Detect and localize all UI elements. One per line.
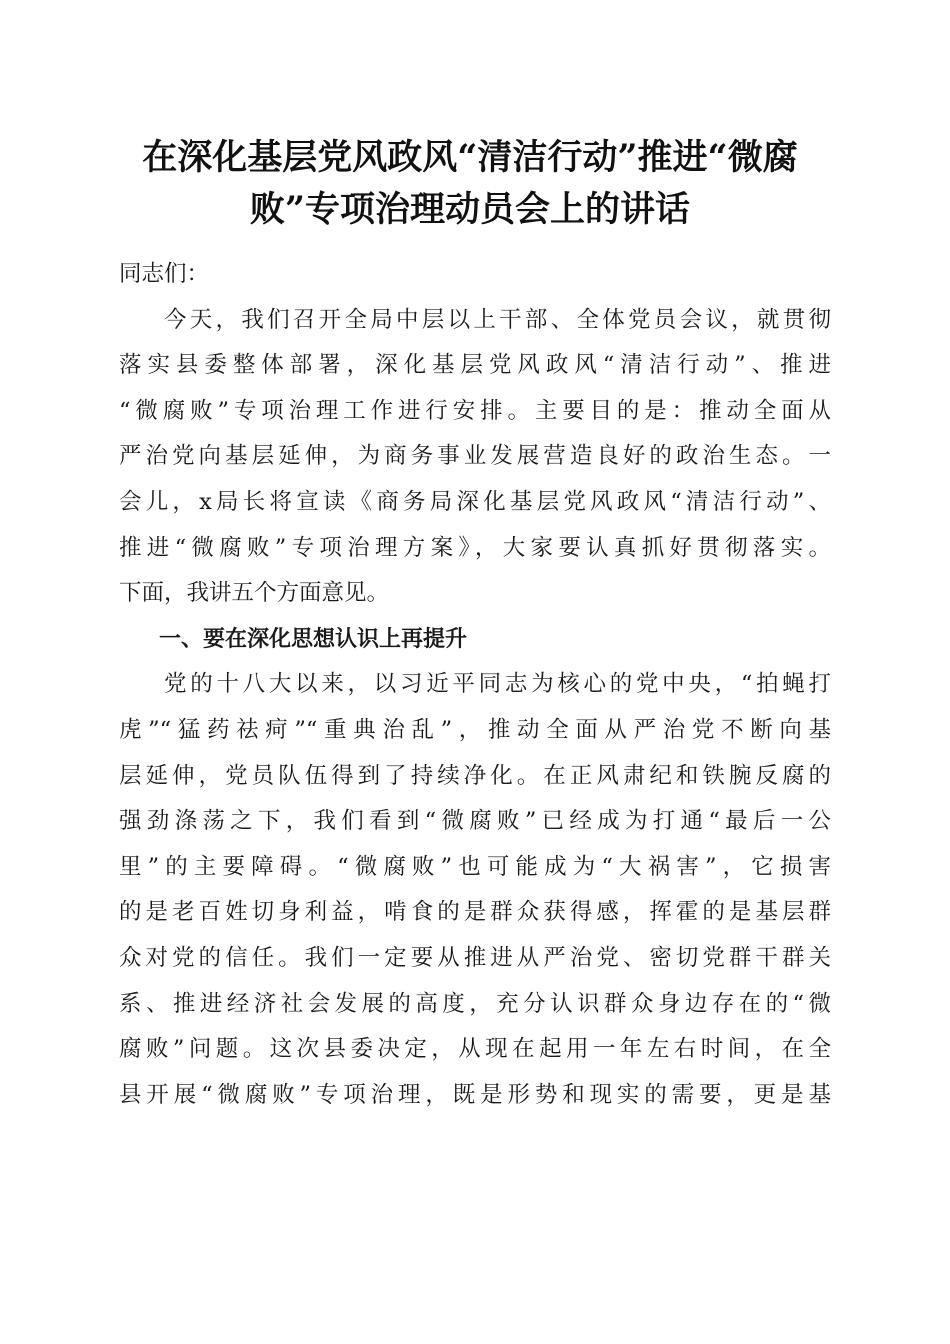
title-line-2: 败”专项治理动员会上的讲话 xyxy=(249,189,691,230)
section-heading-1: 一、要在深化思想认识上再提升 xyxy=(159,626,468,652)
paragraph-2-line-7: 众对党的信任。我们一定要从推进从严治党、密切党群干群关 xyxy=(119,944,831,971)
title-line-1: 在深化基层党风政风“清洁行动”推进“微腐 xyxy=(142,137,798,178)
paragraph-2-line-2: 虎”“猛药祛疴”“重典治乱”，推动全面从严治党不断向基 xyxy=(119,716,831,743)
paragraph-2-line-10: 县开展“微腐败”专项治理，既是形势和现实的需要，更是基 xyxy=(119,1081,831,1108)
paragraph-1-line-6: 推进“微腐败”专项治理方案》，大家要认真抓好贯彻落实。 xyxy=(119,534,831,561)
paragraph-1-line-5: 会儿，x局长将宣读《商务局深化基层党风政风“清洁行动”、 xyxy=(119,488,831,515)
paragraph-1-line-1: 今天，我们召开全局中层以上干部、全体党员会议，就贯彻 xyxy=(164,306,831,333)
paragraph-2-line-6: 的是老百姓切身利益，啃食的是群众获得感，挥霍的是基层群 xyxy=(119,899,831,926)
salutation: 同志们： xyxy=(119,261,210,287)
paragraph-2-line-3: 层延伸，党员队伍得到了持续净化。在正风肃纪和铁腕反腐的 xyxy=(119,762,831,789)
paragraph-2-line-9: 腐败”问题。这次县委决定，从现在起用一年左右时间，在全 xyxy=(119,1036,831,1063)
paragraph-2-line-8: 系、推进经济社会发展的高度，充分认识群众身边存在的“微 xyxy=(119,990,831,1017)
paragraph-1-line-4: 严治党向基层延伸，为商务事业发展营造良好的政治生态。一 xyxy=(119,443,831,470)
paragraph-1-line-7: 下面，我讲五个方面意见。 xyxy=(119,580,390,607)
paragraph-2-line-5: 里”的主要障碍。“微腐败”也可能成为“大祸害”，它损害 xyxy=(119,853,831,880)
paragraph-1-line-3: “微腐败”专项治理工作进行安排。主要目的是：推动全面从 xyxy=(119,397,831,424)
paragraph-1-line-2: 落实县委整体部署，深化基层党风政风“清洁行动”、推进 xyxy=(119,352,831,379)
paragraph-2-line-1: 党的十八大以来，以习近平同志为核心的党中央，“拍蝇打 xyxy=(164,671,831,698)
document-body xyxy=(119,252,831,1118)
paragraph-2-line-4: 强劲涤荡之下，我们看到“微腐败”已经成为打通“最后一公 xyxy=(119,808,831,835)
document-title xyxy=(100,132,840,236)
